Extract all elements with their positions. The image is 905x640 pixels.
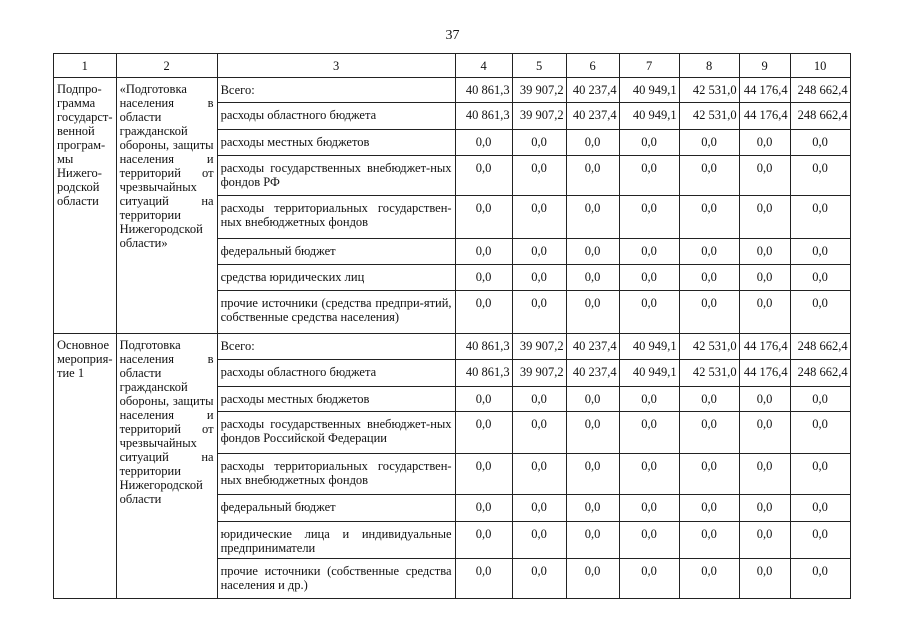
value-cell: 0,0 <box>739 387 790 412</box>
value-cell: 0,0 <box>566 156 619 196</box>
value-cell: 0,0 <box>566 196 619 239</box>
value-cell: 40 861,3 <box>455 360 512 387</box>
value-cell: 0,0 <box>679 454 739 495</box>
value-cell: 0,0 <box>790 495 850 522</box>
value-cell: 248 662,4 <box>790 334 850 360</box>
value-cell: 0,0 <box>455 387 512 412</box>
value-cell: 0,0 <box>619 291 679 334</box>
value-cell: 0,0 <box>566 291 619 334</box>
value-cell: 44 176,4 <box>739 360 790 387</box>
value-cell: 0,0 <box>512 495 566 522</box>
value-cell: 0,0 <box>455 495 512 522</box>
funding-source-label: прочие источники (собственные средства населения и др.) <box>217 559 455 599</box>
value-cell: 40 861,3 <box>455 103 512 130</box>
value-cell: 40 237,4 <box>566 78 619 103</box>
value-cell: 0,0 <box>739 522 790 559</box>
value-cell: 0,0 <box>455 291 512 334</box>
value-cell: 0,0 <box>566 387 619 412</box>
program-name-cell: Основное мероприя-тие 1 <box>54 334 117 599</box>
column-header: 6 <box>566 54 619 78</box>
value-cell: 0,0 <box>566 454 619 495</box>
value-cell: 44 176,4 <box>739 103 790 130</box>
value-cell: 248 662,4 <box>790 103 850 130</box>
value-cell: 0,0 <box>619 265 679 291</box>
column-header: 1 <box>54 54 117 78</box>
value-cell: 0,0 <box>679 265 739 291</box>
value-cell: 42 531,0 <box>679 103 739 130</box>
value-cell: 0,0 <box>679 291 739 334</box>
column-header: 5 <box>512 54 566 78</box>
value-cell: 0,0 <box>455 196 512 239</box>
value-cell: 0,0 <box>790 196 850 239</box>
value-cell: 0,0 <box>790 156 850 196</box>
value-cell: 40 949,1 <box>619 334 679 360</box>
value-cell: 0,0 <box>455 265 512 291</box>
value-cell: 0,0 <box>512 239 566 265</box>
value-cell: 0,0 <box>512 387 566 412</box>
value-cell: 0,0 <box>512 130 566 156</box>
value-cell: 0,0 <box>679 495 739 522</box>
value-cell: 0,0 <box>679 412 739 454</box>
program-name-cell: Подпро-грамма государст-венной програм-мы Нижего-родской области <box>54 78 117 334</box>
value-cell: 0,0 <box>619 522 679 559</box>
value-cell: 40 237,4 <box>566 360 619 387</box>
funding-source-label: Всего: <box>217 334 455 360</box>
value-cell: 0,0 <box>619 412 679 454</box>
column-header: 8 <box>679 54 739 78</box>
value-cell: 0,0 <box>790 559 850 599</box>
value-cell: 0,0 <box>566 239 619 265</box>
value-cell: 0,0 <box>619 387 679 412</box>
funding-source-label: расходы местных бюджетов <box>217 387 455 412</box>
value-cell: 0,0 <box>512 559 566 599</box>
value-cell: 0,0 <box>739 412 790 454</box>
value-cell: 0,0 <box>455 412 512 454</box>
funding-source-label: расходы территориальных государствен-ных внебюджетных фондов <box>217 196 455 239</box>
value-cell: 0,0 <box>790 522 850 559</box>
value-cell: 0,0 <box>679 522 739 559</box>
value-cell: 0,0 <box>455 454 512 495</box>
value-cell: 42 531,0 <box>679 334 739 360</box>
value-cell: 0,0 <box>790 130 850 156</box>
value-cell: 0,0 <box>512 454 566 495</box>
value-cell: 0,0 <box>679 387 739 412</box>
value-cell: 0,0 <box>512 156 566 196</box>
value-cell: 40 861,3 <box>455 334 512 360</box>
value-cell: 0,0 <box>739 130 790 156</box>
value-cell: 0,0 <box>739 454 790 495</box>
value-cell: 0,0 <box>566 559 619 599</box>
value-cell: 0,0 <box>739 239 790 265</box>
value-cell: 0,0 <box>790 454 850 495</box>
column-header: 10 <box>790 54 850 78</box>
value-cell: 0,0 <box>512 265 566 291</box>
funding-source-label: Всего: <box>217 78 455 103</box>
value-cell: 39 907,2 <box>512 360 566 387</box>
funding-source-label: расходы государственных внебюджет-ных фондов РФ <box>217 156 455 196</box>
value-cell: 44 176,4 <box>739 334 790 360</box>
column-header: 2 <box>116 54 217 78</box>
program-title-cell: «Подготовка населения в области гражданской обороны, защиты населения и территорий от чрезвычайных ситуаций на территории Нижегородской области» <box>116 78 217 334</box>
value-cell: 40 861,3 <box>455 78 512 103</box>
header-row <box>54 54 851 78</box>
funding-source-label: федеральный бюджет <box>217 495 455 522</box>
value-cell: 0,0 <box>739 196 790 239</box>
funding-source-label: расходы государственных внебюджет-ных фондов Российской Федерации <box>217 412 455 454</box>
value-cell: 0,0 <box>739 495 790 522</box>
value-cell: 40 949,1 <box>619 103 679 130</box>
value-cell: 0,0 <box>566 495 619 522</box>
value-cell: 0,0 <box>455 559 512 599</box>
value-cell: 248 662,4 <box>790 78 850 103</box>
value-cell: 0,0 <box>566 412 619 454</box>
funding-source-label: прочие источники (средства предпри-ятий, собственные средства населения) <box>217 291 455 334</box>
value-cell: 0,0 <box>739 265 790 291</box>
value-cell: 0,0 <box>679 559 739 599</box>
value-cell: 0,0 <box>619 156 679 196</box>
value-cell: 0,0 <box>790 239 850 265</box>
program-title-cell: Подготовка населения в области гражданской обороны, защиты населения и территорий от чрезвычайных ситуаций на территории Нижегородской области <box>116 334 217 599</box>
value-cell: 0,0 <box>455 130 512 156</box>
value-cell: 0,0 <box>566 265 619 291</box>
value-cell: 42 531,0 <box>679 360 739 387</box>
value-cell: 39 907,2 <box>512 334 566 360</box>
value-cell: 39 907,2 <box>512 103 566 130</box>
value-cell: 0,0 <box>679 196 739 239</box>
value-cell: 0,0 <box>790 291 850 334</box>
value-cell: 0,0 <box>619 130 679 156</box>
value-cell: 248 662,4 <box>790 360 850 387</box>
value-cell: 39 907,2 <box>512 78 566 103</box>
value-cell: 0,0 <box>619 559 679 599</box>
value-cell: 0,0 <box>790 387 850 412</box>
column-header: 4 <box>455 54 512 78</box>
value-cell: 0,0 <box>790 412 850 454</box>
funding-source-label: расходы местных бюджетов <box>217 130 455 156</box>
value-cell: 40 949,1 <box>619 78 679 103</box>
column-header: 7 <box>619 54 679 78</box>
value-cell: 42 531,0 <box>679 78 739 103</box>
page-number: 37 <box>445 28 460 43</box>
value-cell: 0,0 <box>455 239 512 265</box>
value-cell: 0,0 <box>512 291 566 334</box>
value-cell: 44 176,4 <box>739 78 790 103</box>
value-cell: 0,0 <box>739 559 790 599</box>
value-cell: 0,0 <box>790 265 850 291</box>
value-cell: 0,0 <box>512 412 566 454</box>
value-cell: 0,0 <box>739 156 790 196</box>
value-cell: 0,0 <box>619 495 679 522</box>
funding-source-label: юридические лица и индивидуальные предприниматели <box>217 522 455 559</box>
table-row <box>54 334 851 360</box>
column-header: 3 <box>217 54 455 78</box>
value-cell: 40 237,4 <box>566 334 619 360</box>
table-row <box>54 78 851 103</box>
value-cell: 40 949,1 <box>619 360 679 387</box>
value-cell: 0,0 <box>512 522 566 559</box>
column-header: 9 <box>739 54 790 78</box>
value-cell: 0,0 <box>455 522 512 559</box>
value-cell: 0,0 <box>679 239 739 265</box>
value-cell: 0,0 <box>679 130 739 156</box>
value-cell: 0,0 <box>739 291 790 334</box>
value-cell: 0,0 <box>679 156 739 196</box>
value-cell: 0,0 <box>566 130 619 156</box>
funding-source-label: расходы областного бюджета <box>217 103 455 130</box>
value-cell: 0,0 <box>619 239 679 265</box>
value-cell: 0,0 <box>566 522 619 559</box>
funding-source-label: расходы территориальных государствен-ных внебюджетных фондов <box>217 454 455 495</box>
value-cell: 0,0 <box>512 196 566 239</box>
value-cell: 40 237,4 <box>566 103 619 130</box>
value-cell: 0,0 <box>619 454 679 495</box>
funding-source-label: федеральный бюджет <box>217 239 455 265</box>
funding-source-label: расходы областного бюджета <box>217 360 455 387</box>
value-cell: 0,0 <box>619 196 679 239</box>
budget-table <box>53 53 851 599</box>
funding-source-label: средства юридических лиц <box>217 265 455 291</box>
value-cell: 0,0 <box>455 156 512 196</box>
